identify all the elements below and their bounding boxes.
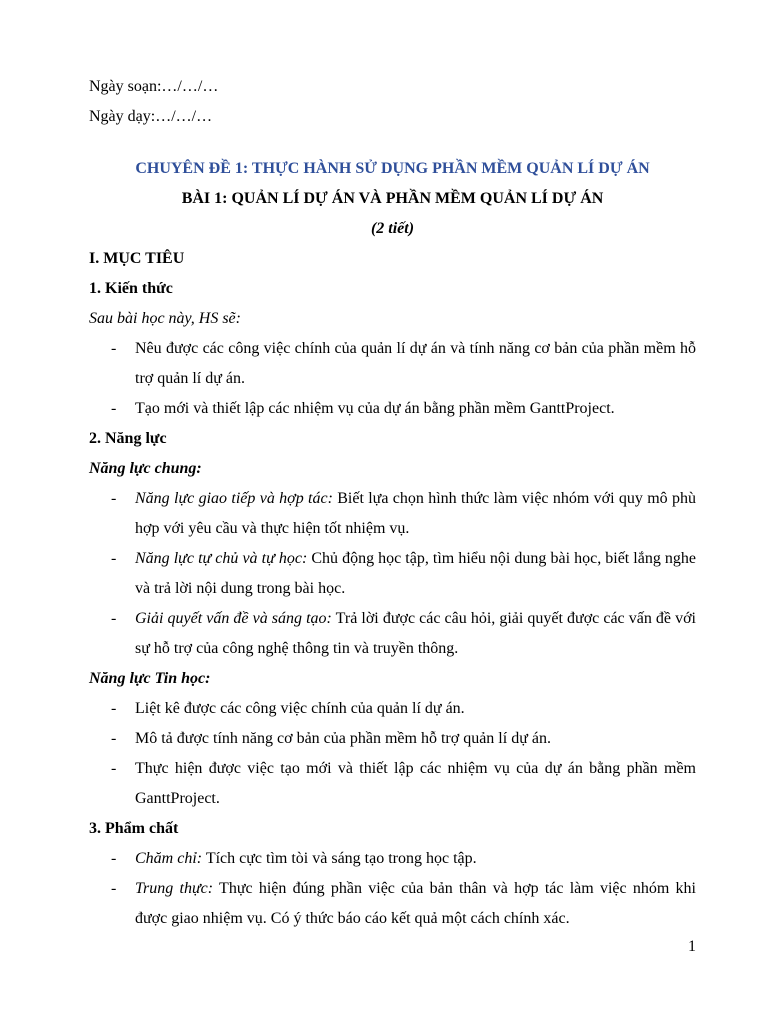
subheading-qualities: 3. Phẩm chất (89, 820, 179, 837)
list-item: - Tạo mới và thiết lập các nhiệm vụ của dự án bằng phần mềm GanttProject. (111, 400, 615, 417)
lesson-title: BÀI 1: QUẢN LÍ DỰ ÁN VÀ PHẦN MỀM QUẢN LÍ DỰ ÁN (181, 190, 604, 207)
document-page (89, 72, 696, 934)
list-item: - Mô tả được tính năng cơ bản của phần mềm hỗ trợ quản lí dự án. (111, 730, 551, 747)
general-competence-heading: Năng lực chung: (89, 460, 202, 477)
subheading-competence: 2. Năng lực (89, 430, 167, 447)
section-heading-objectives: I. MỤC TIÊU (89, 250, 185, 267)
page-number: 1 (688, 938, 696, 955)
date-teach: Ngày dạy:…/…/… (89, 108, 213, 125)
list-item: - Chăm chỉ: Tích cực tìm tòi và sáng tạo trong học tập. (111, 850, 477, 867)
knowledge-intro: Sau bài học này, HS sẽ: (89, 310, 241, 327)
list-item: - Giải quyết vấn đề và sáng tạo: Trả lời được các câu hỏi, giải quyết được các vấn đề với sự hỗ trợ của công nghệ thông tin và truyền thông. (111, 610, 697, 657)
list-item: - Năng lực tự chủ và tự học: Chủ động học tập, tìm hiểu nội dung bài học, biết lắng nghe và trả lời nội dung trong bài học. (111, 550, 697, 597)
topic-title: CHUYÊN ĐỀ 1: THỰC HÀNH SỬ DỤNG PHẦN MỀM QUẢN LÍ DỰ ÁN (135, 160, 650, 177)
list-item: - Năng lực giao tiếp và hợp tác: Biết lựa chọn hình thức làm việc nhóm với quy mô phù hợp với yêu cầu và thực hiện tốt nhiệm vụ. (111, 490, 696, 537)
subheading-knowledge: 1. Kiến thức (89, 280, 173, 297)
it-competence-heading: Năng lực Tin học: (89, 670, 211, 687)
list-item: - Thực hiện được việc tạo mới và thiết lập các nhiệm vụ của dự án bằng phần mềm GanttProject. (111, 760, 696, 807)
list-item: - Liệt kê được các công việc chính của quản lí dự án. (111, 700, 465, 717)
list-item: - Trung thực: Thực hiện đúng phần việc của bản thân và hợp tác làm việc nhóm khi được giao nhiệm vụ. Có ý thức báo cáo kết quả một cách chính xác. (111, 880, 696, 927)
list-item: - Nêu được các công việc chính của quản lí dự án và tính năng cơ bản của phần mềm hỗ trợ quản lí dự án. (111, 340, 696, 387)
date-prepare: Ngày soạn:…/…/… (89, 78, 219, 95)
lesson-periods: (2 tiết) (370, 220, 415, 237)
